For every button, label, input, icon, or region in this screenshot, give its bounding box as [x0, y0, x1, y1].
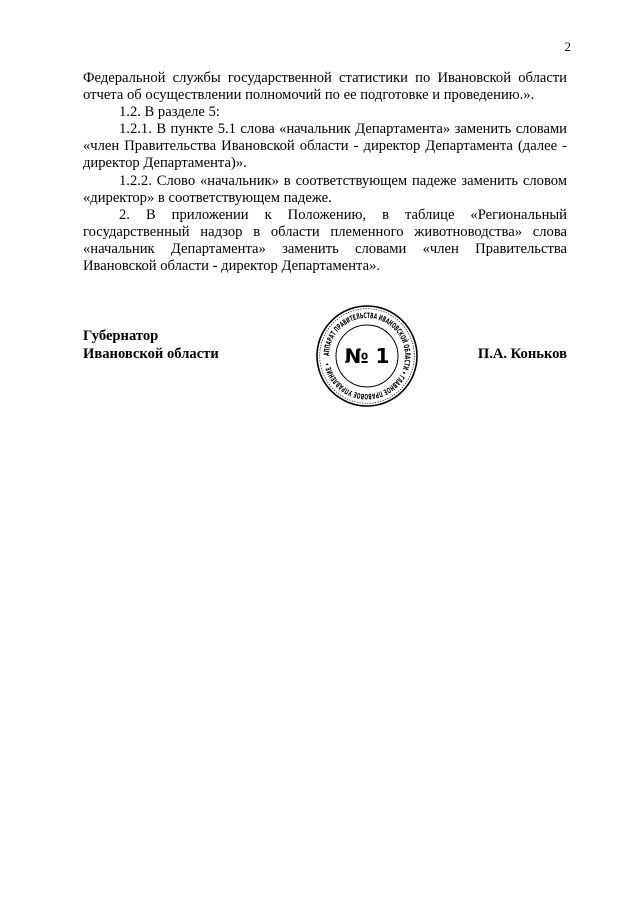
paragraph-continuation: Федеральной службы государственной статистики по Ивановской области отчета об осуществлении полномочий по ее подготовке и проведению.».: [83, 70, 567, 104]
page-number: 2: [564, 39, 571, 54]
paragraph-item-1-2-2: 1.2.2. Слово «начальник» в соответствующем падеже заменить словом «директор» в соответствующем падеже.: [83, 172, 567, 206]
signatory-name: П.А. Коньков: [477, 346, 567, 362]
seal-number: № 1: [344, 344, 390, 368]
document-body: [83, 70, 567, 275]
seal-ring-text: АППАРАТ ПРАВИТЕЛЬСТВА ИВАНОВСКОЙ ОБЛАСТИ • ГЛАВНОЕ ПРАВОВОЕ УПРАВЛЕНИЕ •: [321, 310, 413, 402]
signatory-title-line-1: Губернатор: [83, 328, 159, 344]
paragraph-item-1-2-1: 1.2.1. В пункте 5.1 слова «начальник Департамента» заменить словами «член Правительства Ивановской области - директор Департамента (далее - директор Департамента)».: [83, 121, 567, 172]
paragraph-section-heading: 1.2. В разделе 5:: [119, 104, 220, 121]
official-seal: [315, 304, 419, 408]
signatory-title-line-2: Ивановской области: [83, 346, 219, 362]
paragraph-item-2: 2. В приложении к Положению, в таблице «Региональный государственный надзор в области племенного животноводства» слова «начальник Департамента» заменить словами «член Правительства Ивановской области - директор Департамента».: [83, 206, 567, 275]
signatory-title: [83, 327, 219, 363]
signature-block: [83, 310, 567, 427]
seal-graphic: [315, 304, 419, 408]
